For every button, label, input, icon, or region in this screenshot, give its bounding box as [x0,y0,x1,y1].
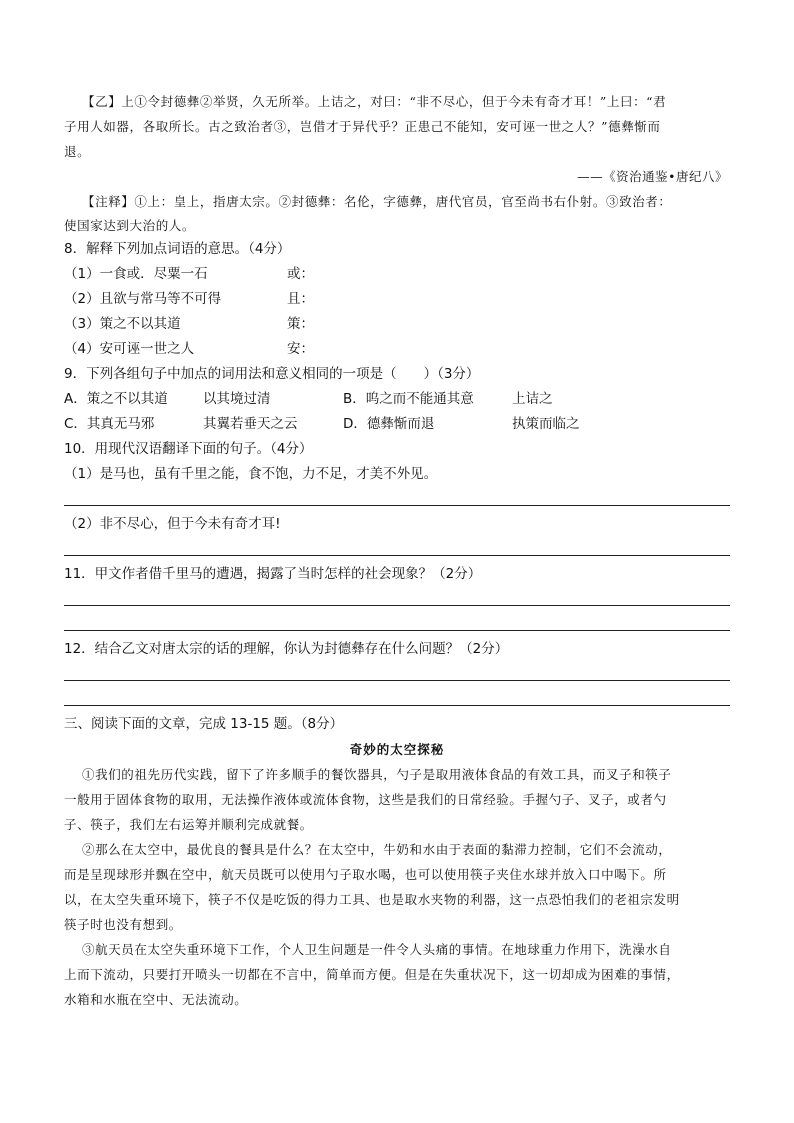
q8-item4-sentence: （4）安可诬一世之人 [64,341,195,357]
q8-item4-word: 安： [287,341,314,357]
section3-heading: 三、阅读下面的文章，完成 13-15 题。（8分） [64,716,344,732]
q9-stem: 9．下列各组句子中加点的词用法和意义相同的一项是（ ）（3分） [64,366,480,382]
q9-option-a-1: A．策之不以其道 [64,391,168,407]
passage-yi-line3: 退。 [64,144,91,159]
article-p1-line3: 子、筷子，我们左右运筹并顺利完成就餐。 [64,817,313,832]
answer-line [64,630,730,631]
q8-item2-word: 且： [287,291,314,307]
q9-option-a-2: 以其境过清 [203,391,271,407]
answer-line [64,680,730,681]
q12-stem: 12．结合乙文对唐太宗的话的理解，你认为封德彝存在什么问题？（2分） [64,641,509,657]
answer-line [64,505,730,506]
q11-stem: 11．甲文作者借千里马的遭遇，揭露了当时怎样的社会现象？（2分） [64,566,482,582]
q9-option-d-2: 执策而临之 [512,416,580,432]
article-p3-line2: 上而下流动，只要打开喷头一切都在不言中，简单而方便。但是在失重状况下，这一切却成为困难的事情， [64,967,680,982]
q8-item1-word: 或： [287,266,314,282]
answer-line [64,605,730,606]
article-p1-line2: 一般用于固体食物的取用，无法操作液体或流体食物，这些是我们的日常经验。手握勺子、叉子，或者勺 [64,792,667,807]
q10-sentence1: （1）是马也，虽有千里之能，食不饱，力不足，才美不外见。 [64,466,438,482]
answer-line [64,705,730,706]
q8-item2-sentence: （2）且欲与常马等不可得 [64,291,222,307]
q8-item1-sentence: （1）一食或．尽粟一石 [64,266,208,282]
q9-option-c-1: C．其真无马邪 [64,416,155,432]
q9-option-d-1: D．德彝惭而退 [343,416,435,432]
answer-line [64,555,730,556]
q8-item3-word: 策： [287,316,314,332]
article-p2-line4: 筷子时也没有想到。 [64,917,182,932]
q8-stem: 8．解释下列加点词语的意思。（4分） [64,241,291,257]
q9-option-b-1: B．呜之而不能通其意 [343,391,474,407]
q9-option-b-2: 上诘之 [512,391,553,407]
q10-stem: 10．用现代汉语翻译下面的句子。（4分） [64,441,313,457]
article-p2-line2: 而是呈现球形并飘在空中，航天员既可以使用勺子取水喝，也可以使用筷子夹住水球并放入口中喝下。所 [64,867,667,882]
article-title: 奇妙的太空探秘 [349,742,445,757]
article-p3-line3: 水箱和水瓶在空中、无法流动。 [64,992,248,1007]
passage-note-line2: 使国家达到大治的人。 [64,218,196,233]
passage-yi-line1: 【乙】上①令封德彝②举贤，久无所举。上诘之，对曰：“非不尽心，但于今未有奇才耳！”上曰：“君 [82,94,667,109]
passage-note-line1: 【注释】①上：皇上，指唐太宗。②封德彝：名伦，字德彝，唐代官员，官至尚书右仆射。③致治者： [82,194,672,209]
q9-option-c-2: 其翼若垂天之云 [203,416,298,432]
article-p2-line1: ②那么在太空中，最优良的餐具是什么？在太空中，牛奶和水由于表面的黏滞力控制，它们不会流动， [82,842,672,857]
article-p2-line3: 以，在太空失重环境下，筷子不仅是吃饭的得力工具、也是取水夹物的利器，这一点恐怕我们的老祖宗发明 [64,892,680,907]
passage-yi-line2: 子用人如器，各取所长。古之致治者③，岂借才于异代乎？正患己不能知，安可诬一世之人？”德彝惭而 [64,119,661,134]
article-p1-line1: ①我们的祖先历代实践，留下了许多顺手的餐饮器具，勺子是取用液体食品的有效工具，而叉子和筷子 [82,767,672,782]
article-p3-line1: ③航天员在太空失重环境下工作，个人卫生问题是一件令人头痛的事情。在地球重力作用下，洗澡水自 [82,942,672,957]
q10-sentence2: （2）非不尽心，但于今未有奇才耳! [64,516,281,532]
q8-item3-sentence: （3）策之不以其道 [64,316,181,332]
passage-source: ——《资治通鉴•唐纪八》 [577,169,728,184]
